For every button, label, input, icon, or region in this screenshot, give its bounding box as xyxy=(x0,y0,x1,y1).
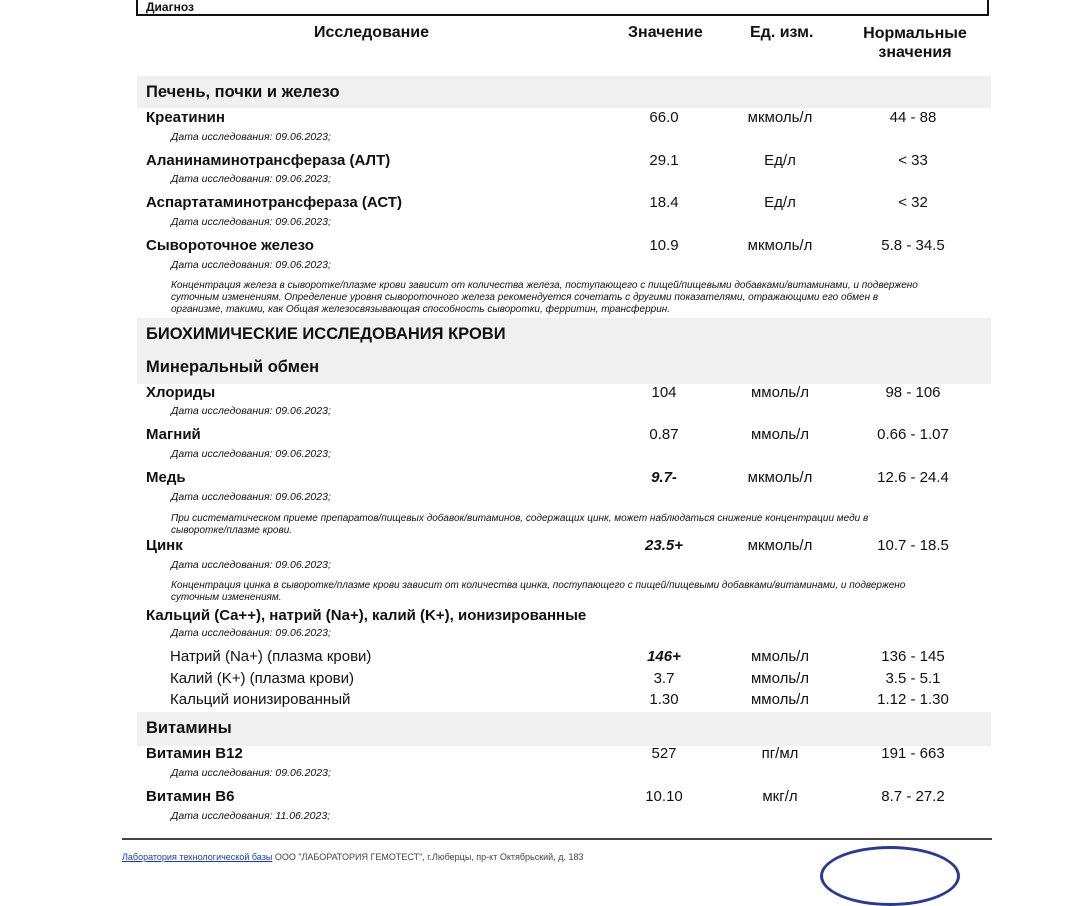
test-value: 0.87 xyxy=(649,426,679,443)
note-line: Концентрация железа в сыворотке/плазме крови зависит от количества железа, поступающего с пищей/пищевыми добавками/витаминами, и подвержено xyxy=(171,280,918,291)
table-row xyxy=(0,384,1080,408)
column-header-unit: Ед. изм. xyxy=(750,24,814,41)
column-header-normal-line2: значения xyxy=(878,44,952,61)
test-date: Дата исследования: 11.06.2023; xyxy=(171,810,331,822)
test-normal-range: 10.7 - 18.5 xyxy=(877,537,949,554)
test-unit: мкг/л xyxy=(762,788,798,805)
test-name: Витамин B6 xyxy=(146,788,235,805)
test-unit: Ед/л xyxy=(764,194,796,211)
column-header-study: Исследование xyxy=(314,24,429,41)
test-date: Дата исследования: 09.06.2023; xyxy=(171,173,331,185)
section-title-biochem: БИОХИМИЧЕСКИЕ ИССЛЕДОВАНИЯ КРОВИ xyxy=(146,325,506,343)
diagnosis-label: Диагноз xyxy=(146,0,194,14)
test-normal-range: < 33 xyxy=(898,152,928,169)
test-value-flagged: 9.7- xyxy=(651,469,677,486)
note-line: суточным изменениям. Определение уровня сывороточного железа рекомендуется сочетать с другими показателями, отражающими его обмен в xyxy=(171,292,879,303)
lab-stamp xyxy=(820,846,960,906)
test-value: 1.30 xyxy=(649,691,679,708)
test-date: Дата исследования: 09.06.2023; xyxy=(171,405,331,417)
footer-address: ООО "ЛАБОРАТОРИЯ ГЕМОТЕСТ", г.Люберцы, пр-кт Октябрьский, д. 183 xyxy=(272,852,584,862)
test-normal-range: < 32 xyxy=(898,194,928,211)
test-name: Кальций ионизированный xyxy=(170,691,351,708)
test-name: Калий (K+) (плазма крови) xyxy=(170,670,355,687)
test-unit: мкмоль/л xyxy=(747,469,813,486)
note-line: организме, такими, как Общая железосвязывающая способность сыворотки, ферритин, трансферрин. xyxy=(171,304,671,315)
test-value: 10.9 xyxy=(649,237,679,254)
test-unit: мкмоль/л xyxy=(747,537,813,554)
table-row xyxy=(0,745,1080,769)
test-normal-range: 1.12 - 1.30 xyxy=(877,691,949,708)
section-title-vitamins: Витамины xyxy=(146,719,232,737)
table-row xyxy=(0,469,1080,493)
column-header-value: Значение xyxy=(628,24,703,41)
test-unit: мкмоль/л xyxy=(747,109,813,126)
footer-divider xyxy=(122,838,992,840)
zinc-note xyxy=(171,580,991,604)
test-normal-range: 136 - 145 xyxy=(881,648,945,665)
test-value: 527 xyxy=(651,745,677,762)
test-date: Дата исследования: 09.06.2023; xyxy=(171,627,331,639)
test-name: Магний xyxy=(146,426,201,443)
note-line: сыворотке/плазме крови. xyxy=(171,525,293,536)
test-name: Аспартатаминотрансфераза (АСТ) xyxy=(146,194,402,211)
test-name: Креатинин xyxy=(146,109,225,126)
test-name: Витамин B12 xyxy=(146,745,243,762)
test-unit: ммоль/л xyxy=(750,384,810,401)
column-header-normal-line1: Нормальные xyxy=(863,25,967,42)
table-row xyxy=(0,691,1080,715)
test-normal-range: 12.6 - 24.4 xyxy=(877,469,949,486)
table-row xyxy=(0,537,1080,561)
test-normal-range: 3.5 - 5.1 xyxy=(885,670,941,687)
test-normal-range: 98 - 106 xyxy=(885,384,941,401)
test-unit: ммоль/л xyxy=(750,691,810,708)
test-value: 29.1 xyxy=(649,152,679,169)
diagnosis-box xyxy=(136,0,989,16)
table-row xyxy=(0,648,1080,672)
test-name: Медь xyxy=(146,469,186,486)
test-unit: мкмоль/л xyxy=(747,237,813,254)
test-name: Хлориды xyxy=(146,384,216,401)
test-unit: ммоль/л xyxy=(750,426,810,443)
table-row xyxy=(0,237,1080,261)
footer-link[interactable]: Лаборатория технологической базы xyxy=(122,852,273,862)
note-line: суточным изменениям. xyxy=(171,592,282,603)
test-date: Дата исследования: 09.06.2023; xyxy=(171,259,331,271)
test-name: Сывороточное железо xyxy=(146,237,314,254)
test-normal-range: 44 - 88 xyxy=(889,109,937,126)
test-date: Дата исследования: 09.06.2023; xyxy=(171,131,331,143)
test-value: 10.10 xyxy=(645,788,683,805)
test-normal-range: 0.66 - 1.07 xyxy=(877,426,949,443)
table-row xyxy=(0,788,1080,812)
test-value-flagged: 23.5+ xyxy=(645,537,683,554)
test-value-flagged: 146+ xyxy=(647,648,681,665)
test-date: Дата исследования: 09.06.2023; xyxy=(171,216,331,228)
test-normal-range: 5.8 - 34.5 xyxy=(881,237,945,254)
test-date: Дата исследования: 09.06.2023; xyxy=(171,767,331,779)
test-unit: ммоль/л xyxy=(750,670,810,687)
iron-note xyxy=(171,280,991,316)
test-unit: ммоль/л xyxy=(750,648,810,665)
test-date: Дата исследования: 09.06.2023; xyxy=(171,448,331,460)
table-row-group xyxy=(0,607,1080,631)
footer xyxy=(122,852,583,862)
table-row xyxy=(0,194,1080,218)
test-value: 18.4 xyxy=(649,194,679,211)
test-value: 3.7 xyxy=(653,670,675,687)
test-group-name: Кальций (Ca++), натрий (Na+), калий (K+), ионизированные xyxy=(146,607,587,624)
table-row xyxy=(0,152,1080,176)
test-value: 104 xyxy=(651,384,677,401)
test-unit: пг/мл xyxy=(761,745,799,762)
test-value: 66.0 xyxy=(649,109,679,126)
note-line: При систематическом приеме препаратов/пищевых добавок/витаминов, содержащих цинк, может наблюдаться снижение концентрации меди в xyxy=(171,513,869,524)
test-date: Дата исследования: 09.06.2023; xyxy=(171,491,331,503)
test-name: Натрий (Na+) (плазма крови) xyxy=(170,648,372,665)
column-header-normal xyxy=(838,24,992,62)
section-title-liver: Печень, почки и железо xyxy=(146,83,340,101)
test-normal-range: 191 - 663 xyxy=(881,745,945,762)
section-title-mineral: Минеральный обмен xyxy=(146,358,320,376)
note-line: Концентрация цинка в сыворотке/плазме крови зависит от количества цинка, поступающего с пищей/пищевыми добавками/витаминами, и подвержено xyxy=(171,580,906,591)
table-row xyxy=(0,426,1080,450)
table-row xyxy=(0,109,1080,133)
copper-note xyxy=(171,513,991,537)
test-normal-range: 8.7 - 27.2 xyxy=(881,788,945,805)
test-name: Цинк xyxy=(146,537,183,554)
section-band-vitamins xyxy=(137,712,991,746)
test-name: Аланинаминотрансфераза (АЛТ) xyxy=(146,152,391,169)
test-unit: Ед/л xyxy=(764,152,796,169)
test-date: Дата исследования: 09.06.2023; xyxy=(171,559,331,571)
